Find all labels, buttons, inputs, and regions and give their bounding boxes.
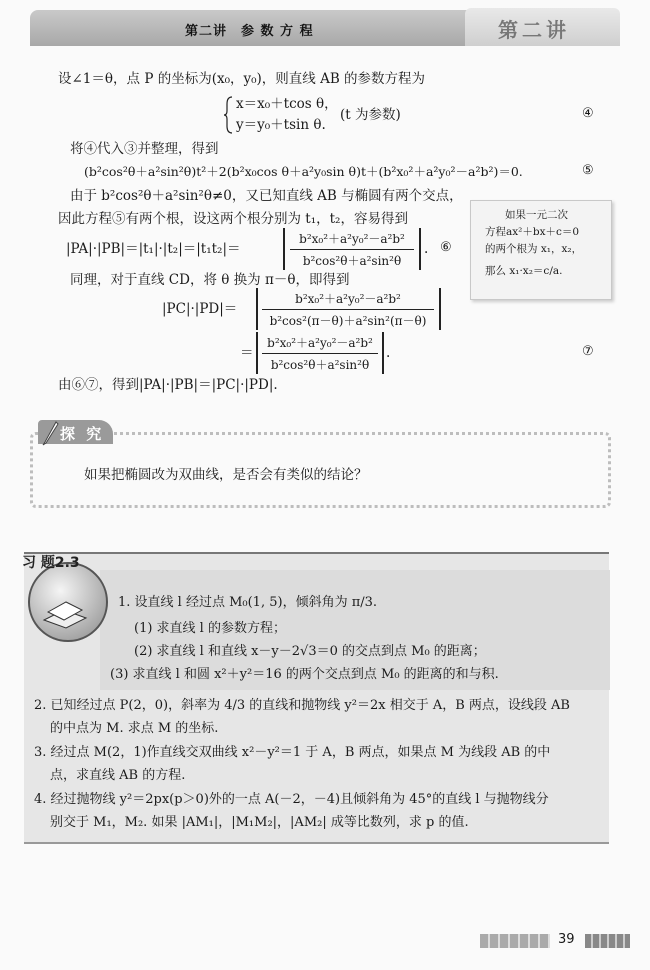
sidenote-line: 的两个根为 x₁，x₂，: [485, 243, 583, 255]
exercise-subitem: (1) 求直线 l 的参数方程；: [134, 621, 286, 636]
fraction-bar: [262, 353, 378, 354]
sidenote-line: 如果一元二次: [505, 209, 568, 221]
body-equation: (b²cos²θ＋a²sin²θ)t²＋2(b²x₀cos θ＋a²y₀sin θ)t＋(b²x₀²＋a²y₀²－a²b²)＝0.: [84, 164, 523, 179]
body-equation-left: |PA|·|PB|＝|t₁|·|t₂|＝|t₁t₂|＝: [66, 241, 241, 257]
abs-bar-left: [256, 332, 258, 374]
equation-number: ④: [582, 106, 594, 121]
exercise-badge-label: 习 题2.3: [22, 555, 80, 571]
fraction-numerator: b²x₀²＋a²y₀²－a²b²: [267, 336, 373, 350]
period: .: [386, 345, 391, 361]
abs-bar-right: [382, 332, 384, 374]
system-eq-a: x＝x₀＋tcos θ，: [236, 96, 338, 112]
exercise-item: 1. 设直线 l 经过点 M₀(1, 5)，倾斜角为 π/3.: [118, 595, 378, 610]
exercise-item-cont: 的中点为 M. 求点 M 的坐标.: [50, 721, 219, 736]
fraction-denominator: b²cos²(π－θ)＋a²sin²(π－θ): [269, 314, 427, 328]
exercise-item-cont: 点，求直线 AB 的方程.: [50, 768, 186, 783]
body-equation-left: |PC|·|PD|＝: [162, 301, 238, 317]
fraction-numerator: b²x₀²＋a²y₀²－a²b²: [295, 292, 401, 306]
body-line: 由⑥⑦，得到|PA|·|PB|＝|PC|·|PD|.: [58, 377, 278, 393]
exercise-item-cont: 别交于 M₁，M₂. 如果 |AM₁|，|M₁M₂|，|AM₂| 成等比数列，求 p 的值.: [50, 815, 469, 830]
footer-decoration: [585, 934, 630, 948]
exercise-subitem: (2) 求直线 l 和直线 x－y－2√3＝0 的交点到点 M₀ 的距离；: [134, 644, 486, 659]
explore-label: 探 究: [60, 425, 105, 443]
pen-icon: [40, 420, 60, 446]
fraction-bar: [262, 309, 434, 310]
body-line: 因此方程⑤有两个根，设这两个根分别为 t₁，t₂，容易得到: [58, 211, 408, 227]
divider: [24, 842, 609, 844]
fraction-denominator: b²cos²θ＋a²sin²θ: [270, 358, 370, 372]
section-title: 第二讲 参 数 方 程: [185, 24, 314, 39]
abs-bar-left: [256, 288, 258, 330]
body-line: 由于 b²cos²θ＋a²sin²θ≠0，又已知直线 AB 与椭圆有两个交点，: [70, 188, 463, 204]
body-line: 将④代入③并整理，得到: [70, 141, 219, 157]
explore-question: 如果把椭圆改为双曲线，是否会有类似的结论？: [84, 467, 368, 483]
divider: [24, 552, 609, 554]
fraction-bar: [290, 249, 414, 250]
abs-bar-right: [439, 288, 441, 330]
period: .: [424, 241, 429, 257]
fraction-denominator: b²cos²θ＋a²sin²θ: [302, 254, 402, 268]
sidenote-line: 方程ax²＋bx＋c＝0: [485, 226, 580, 238]
system-note: (t 为参数): [340, 107, 401, 123]
body-line: 设∠1＝θ，点 P 的坐标为(x₀，y₀)，则直线 AB 的参数方程为: [58, 71, 426, 87]
chapter-tab-label: 第二讲: [498, 18, 570, 42]
page-number: 39: [558, 932, 575, 947]
equals-sign: ＝: [240, 345, 254, 361]
exercise-subitem: (3) 求直线 l 和圆 x²＋y²＝16 的两个交点到点 M₀ 的距离的和与积.: [110, 667, 499, 682]
equation-number: ⑤: [582, 163, 594, 178]
book-icon: [40, 590, 90, 630]
abs-bar-left: [283, 228, 285, 270]
equation-number: ⑦: [582, 344, 594, 359]
sidenote-line: 那么 x₁·x₂＝c/a.: [485, 265, 563, 277]
system-eq-b: y＝y₀＋tsin θ.: [236, 117, 326, 133]
exercise-item: 2. 已知经过点 P(2，0)，斜率为 4/3 的直线和抛物线 y²＝2x 相交于 A，B 两点，设线段 AB: [34, 698, 570, 713]
body-line: 同理，对于直线 CD，将 θ 换为 π－θ，即得到: [70, 272, 350, 288]
exercise-item: 3. 经过点 M(2，1)作直线交双曲线 x²－y²＝1 于 A，B 两点，如果点 M 为线段 AB 的中: [34, 745, 551, 760]
abs-bar-right: [419, 228, 421, 270]
footer-decoration: [480, 934, 550, 948]
exercise-item: 4. 经过抛物线 y²＝2px(p＞0)外的一点 A(－2，－4)且倾斜角为 45°的直线 l 与抛物线分: [34, 792, 549, 807]
equation-number: ⑥: [440, 240, 452, 255]
fraction-numerator: b²x₀²＋a²y₀²－a²b²: [299, 232, 405, 246]
system-brace: [224, 96, 234, 134]
